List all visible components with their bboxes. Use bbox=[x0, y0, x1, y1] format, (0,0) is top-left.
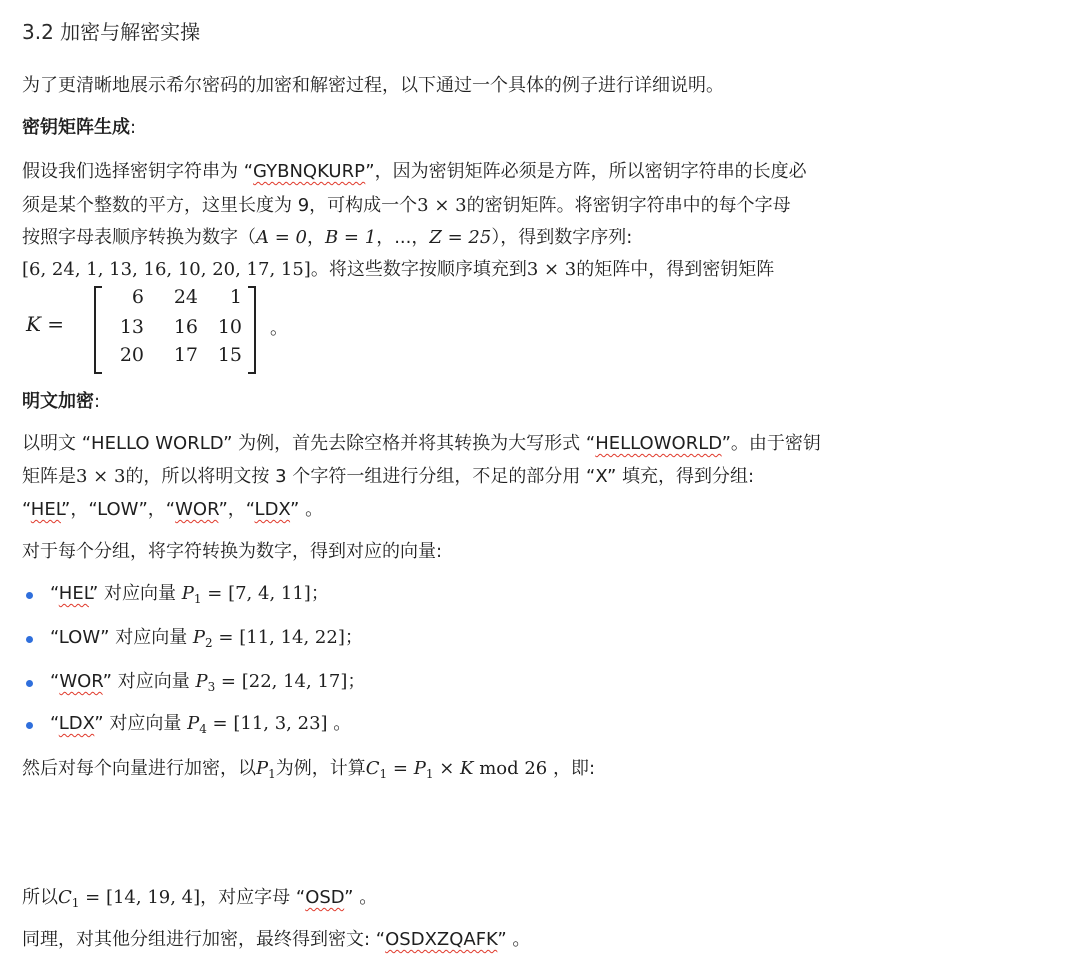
text-span: 的密钥矩阵。将密钥字符串中的每个字母 bbox=[466, 195, 791, 216]
matrix-cell: 20 bbox=[119, 344, 144, 366]
text-span: 假设我们选择密钥字符串为 “ bbox=[22, 161, 254, 182]
group-hel: HEL bbox=[30, 499, 61, 520]
text-span: 对应向量 bbox=[103, 713, 188, 734]
math-sub: 1 bbox=[425, 767, 434, 781]
text-span: 对应向量 bbox=[109, 627, 193, 648]
math-a-eq: A = 0 bbox=[256, 227, 307, 248]
math-sub: 3 bbox=[207, 680, 216, 694]
matrix-cell: 15 bbox=[217, 344, 242, 366]
text-span: 按照字母表顺序转换为数字（ bbox=[22, 227, 256, 248]
keyword-gybnqkurp: GYBNQKURP bbox=[253, 161, 366, 182]
math-sequence: [6, 24, 1, 13, 16, 10, 20, 17, 15] bbox=[22, 259, 311, 280]
text-span: 对应向量 bbox=[111, 671, 196, 692]
vector-group: LOW bbox=[58, 627, 101, 648]
group-wor: WOR bbox=[175, 499, 219, 520]
math-op: × bbox=[433, 758, 461, 779]
bullet-dot bbox=[26, 592, 33, 599]
final-line bbox=[22, 926, 530, 954]
matrix-cell: 16 bbox=[173, 316, 198, 338]
vector-group: LDX bbox=[58, 713, 95, 734]
matrix-cell: 6 bbox=[131, 286, 144, 308]
text-span: ； bbox=[347, 671, 366, 692]
key-paragraph-line-2 bbox=[22, 192, 791, 220]
math-sub: 4 bbox=[199, 722, 207, 736]
text-span: 然后对每个向量进行加密，以 bbox=[22, 758, 256, 779]
key-paragraph-line-3 bbox=[22, 224, 632, 252]
list-item: “HEL” 对应向量 $P_1 = [7$, 4, 11]； bbox=[50, 583, 329, 606]
text-span: ” 。 bbox=[497, 929, 531, 950]
math-eq: = [7, 4, 11] bbox=[201, 583, 311, 604]
list-item: “LDX” 对应向量 $P_4 = [11$, 3, 23] 。 bbox=[50, 713, 352, 736]
math-eq: = [11, 3, 23] bbox=[206, 713, 328, 734]
math-sub: 1 bbox=[268, 767, 276, 781]
keyword-osd: OSD bbox=[305, 887, 345, 908]
math-sub: 1 bbox=[193, 592, 202, 606]
text-span: ，...， bbox=[376, 227, 430, 248]
vector-group: HEL bbox=[58, 583, 89, 604]
math-var: C bbox=[365, 758, 380, 779]
matrix-cell: 10 bbox=[217, 316, 242, 338]
text-span: 的，所以将明文按 3 个字符一组进行分组，不足的部分用 “X” 填充，得到分组: bbox=[125, 466, 755, 487]
math-var: P bbox=[192, 627, 206, 648]
matrix-label: K = bbox=[26, 312, 65, 336]
math-sub: 2 bbox=[205, 636, 213, 650]
plain-title-bold: 明文加密 bbox=[22, 391, 94, 412]
text-span: 以明文 “HELLO WORLD” 为例，首先去除空格并将其转换为大写形式 “ bbox=[22, 433, 596, 454]
text-span: 所以 bbox=[22, 887, 58, 908]
matrix-cell: 17 bbox=[173, 344, 198, 366]
math-var: C bbox=[58, 887, 72, 908]
keyword-ciphertext: OSDXZQAFK bbox=[385, 929, 498, 950]
list-item: “WOR” 对应向量 $P_3 = [22$, 14, 17]； bbox=[50, 671, 366, 694]
text-span: ” 。 bbox=[344, 887, 378, 908]
math-var: P bbox=[256, 758, 269, 779]
bullet-dot bbox=[26, 722, 33, 729]
text-span: 的矩阵中，得到密钥矩阵 bbox=[576, 259, 775, 280]
text-span: 须是某个整数的平方，这里长度为 9，可构成一个 bbox=[22, 195, 418, 216]
text-span: 为例，计算 bbox=[275, 758, 366, 779]
text-span: ”，因为密钥矩阵必须是方阵，所以密钥字符串的长度必 bbox=[365, 161, 807, 182]
encrypt-line bbox=[22, 755, 595, 788]
key-title-colon: : bbox=[130, 117, 137, 138]
text-span: 。 bbox=[327, 713, 352, 734]
text-span: 。将这些数字按顺序填充到 bbox=[310, 259, 527, 280]
text-span: ），得到数字序列: bbox=[491, 227, 633, 248]
intro-paragraph: 为了更清晰地展示希尔密码的加密和解密过程，以下通过一个具体的例子进行详细说明。 bbox=[22, 75, 724, 96]
plain-paragraph-line-1 bbox=[22, 430, 821, 458]
math-op: = bbox=[387, 758, 414, 779]
math-var: P bbox=[195, 671, 208, 692]
math-dim: 3 × 3 bbox=[526, 259, 577, 280]
matrix-period: 。 bbox=[270, 318, 288, 339]
math-b-eq: B = 1 bbox=[324, 227, 377, 248]
text-span: ， bbox=[306, 227, 325, 248]
math-z-eq: Z = 25 bbox=[429, 227, 492, 248]
vector-intro: 对于每个分组，将字符转换为数字，得到对应的向量: bbox=[22, 541, 443, 562]
key-section-title bbox=[22, 114, 136, 142]
matrix-cell: 1 bbox=[229, 286, 242, 308]
math-sub: 1 bbox=[71, 896, 80, 910]
key-paragraph-line-4 bbox=[22, 256, 774, 284]
text-span: ，即: bbox=[547, 758, 596, 779]
section-heading: 3.2 加密与解密实操 bbox=[22, 20, 201, 44]
math-dim: 3 × 3 bbox=[76, 466, 126, 487]
matrix-right-bracket bbox=[248, 286, 256, 374]
list-item: “LOW” 对应向量 $P_2 = [11$, 14, 22]； bbox=[50, 627, 363, 650]
plain-paragraph-line-2 bbox=[22, 463, 754, 491]
math-var: P bbox=[187, 713, 200, 734]
result-line bbox=[22, 884, 377, 917]
group-ldx: LDX bbox=[254, 499, 291, 520]
keyword-helloworld: HELLOWORLD bbox=[595, 433, 722, 454]
text-span: ”，“LOW”，“ bbox=[61, 499, 176, 520]
key-title-bold: 密钥矩阵生成 bbox=[22, 117, 130, 138]
text-span: “ bbox=[22, 499, 31, 520]
text-span: ； bbox=[310, 583, 329, 604]
math-sub: 1 bbox=[379, 767, 388, 781]
bullet-dot bbox=[26, 680, 33, 687]
text-span: 对应向量 bbox=[98, 583, 182, 604]
math-var: P bbox=[413, 758, 426, 779]
text-span: ； bbox=[344, 627, 363, 648]
matrix-cell: 13 bbox=[119, 316, 144, 338]
text-span: ” 。 bbox=[290, 499, 324, 520]
plain-title-colon: : bbox=[94, 391, 101, 412]
text-span: ”。由于密钥 bbox=[721, 433, 821, 454]
plain-paragraph-line-3 bbox=[22, 496, 323, 524]
math-eq: = [11, 14, 22] bbox=[212, 627, 345, 648]
key-paragraph-line-1 bbox=[22, 158, 807, 186]
text-span: ，对应字母 “ bbox=[200, 887, 306, 908]
matrix-cell: 24 bbox=[173, 286, 198, 308]
math-eq: = [22, 14, 17] bbox=[215, 671, 348, 692]
math-mod: mod 26 bbox=[473, 758, 548, 779]
text-span: ”，“ bbox=[218, 499, 255, 520]
math-dim: 3 × 3 bbox=[417, 195, 467, 216]
vector-group: WOR bbox=[59, 671, 103, 692]
text-span: 矩阵是 bbox=[22, 466, 76, 487]
text-span: 同理，对其他分组进行加密，最终得到密文: “ bbox=[22, 929, 386, 950]
math-eq: = [14, 19, 4] bbox=[79, 887, 201, 908]
math-var: K bbox=[460, 758, 474, 779]
math-var: P bbox=[181, 583, 194, 604]
plain-section-title bbox=[22, 388, 100, 416]
bullet-dot bbox=[26, 636, 33, 643]
